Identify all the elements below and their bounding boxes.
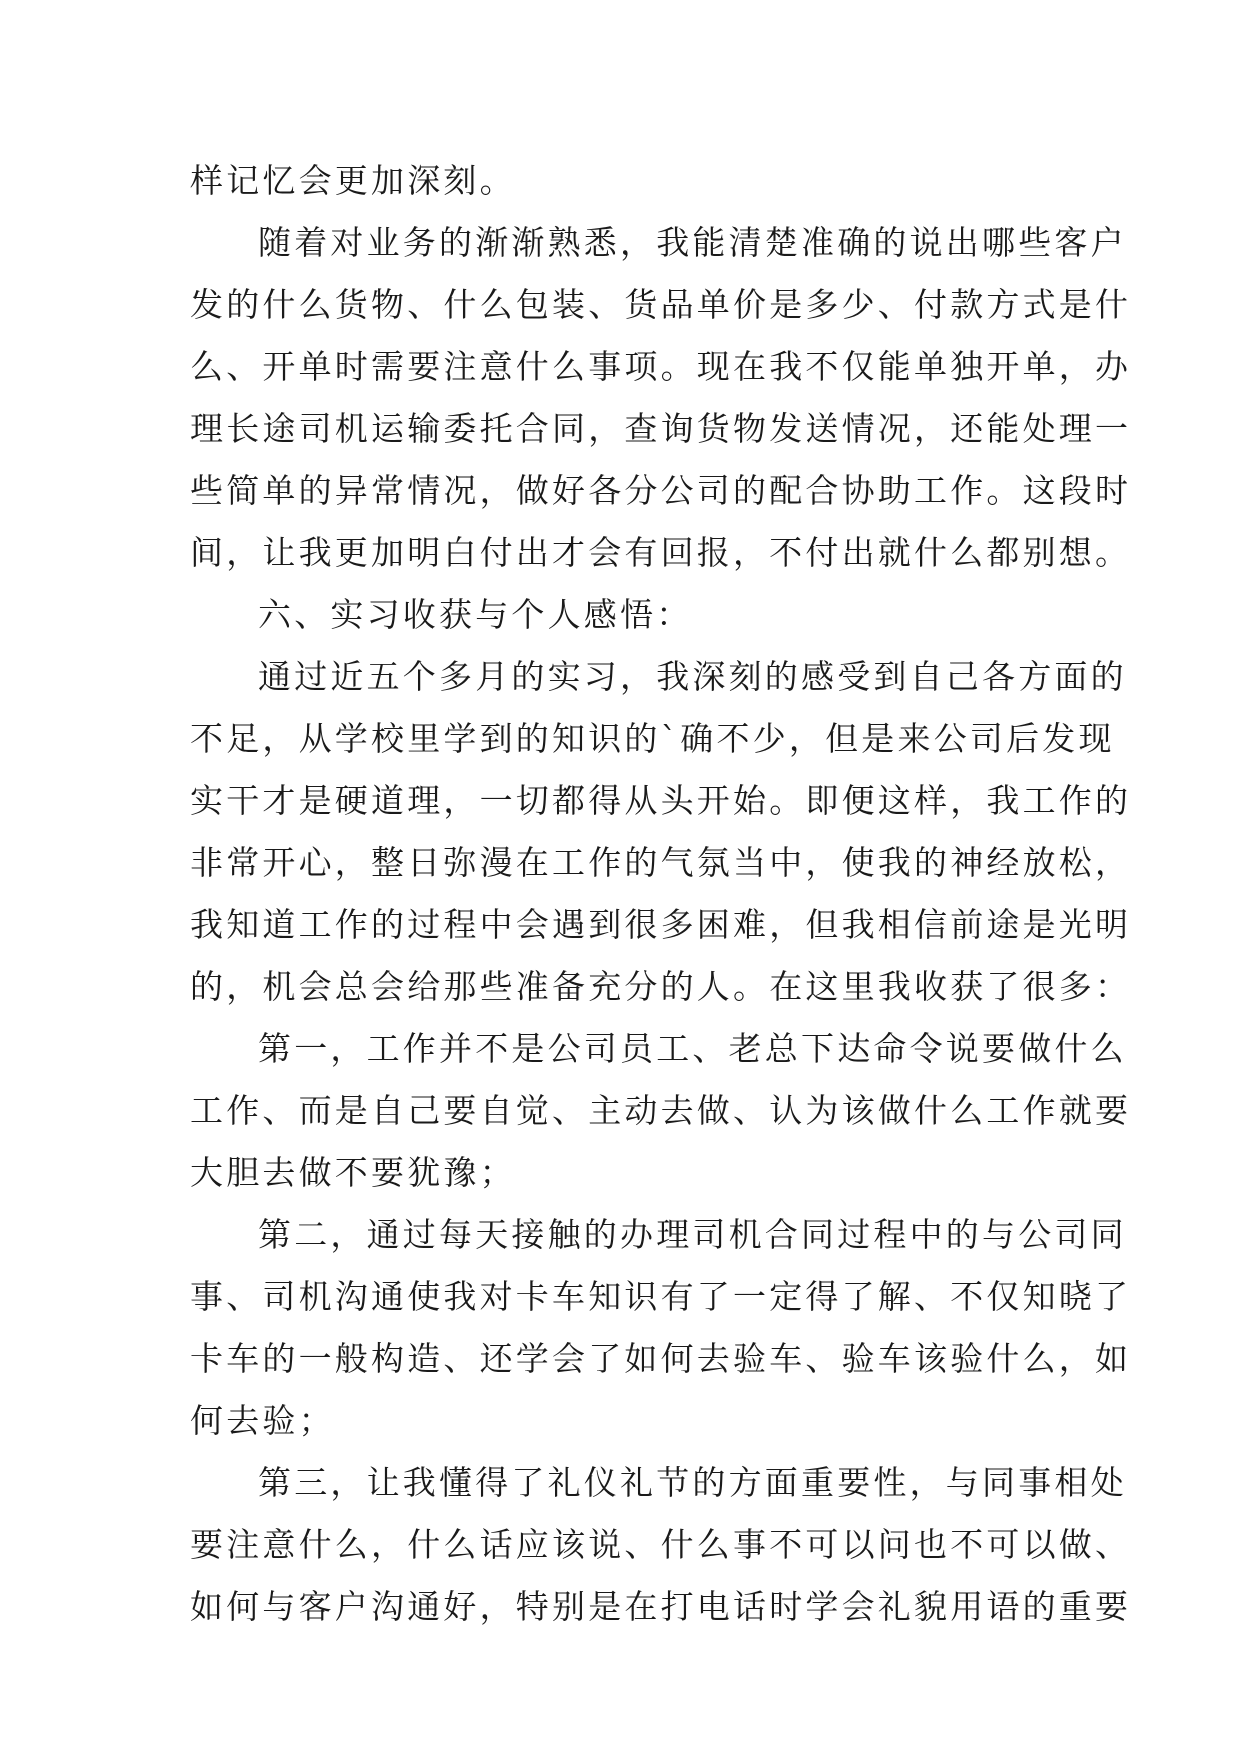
- text-line: 我知道工作的过程中会遇到很多困难，但我相信前途是光明: [190, 905, 1132, 944]
- text-line: 实干才是硬道理，一切都得从头开始。即便这样，我工作的: [190, 781, 1132, 820]
- text-line: 通过近五个多月的实习，我深刻的感受到自己各方面的: [258, 657, 1127, 696]
- text-line: 不足，从学校里学到的知识的`确不少，但是来公司后发现: [190, 719, 1115, 758]
- text-line: 些简单的异常情况，做好各分公司的配合协助工作。这段时: [190, 471, 1132, 510]
- text-line: 非常开心，整日弥漫在工作的气氛当中，使我的神经放松，: [190, 843, 1132, 882]
- text-line: 大胆去做不要犹豫；: [190, 1153, 516, 1192]
- text-line: 样记忆会更加深刻。: [190, 161, 516, 200]
- text-line: 的，机会总会给那些准备充分的人。在这里我收获了很多：: [190, 967, 1132, 1006]
- text-line: 理长途司机运输委托合同，查询货物发送情况，还能处理一: [190, 409, 1132, 448]
- text-line: 事、司机沟通使我对卡车知识有了一定得了解、不仅知晓了: [190, 1277, 1132, 1316]
- text-line: 工作、而是自己要自觉、主动去做、认为该做什么工作就要: [190, 1091, 1132, 1130]
- text-line: 随着对业务的渐渐熟悉，我能清楚准确的说出哪些客户: [258, 223, 1127, 262]
- text-line: 第一，工作并不是公司员工、老总下达命令说要做什么: [258, 1029, 1127, 1068]
- text-line: 发的什么货物、什么包装、货品单价是多少、付款方式是什: [190, 285, 1132, 324]
- text-line: 六、实习收获与个人感悟：: [258, 595, 693, 634]
- text-line: 么、开单时需要注意什么事项。现在我不仅能单独开单，办: [190, 347, 1132, 386]
- text-line: 如何与客户沟通好，特别是在打电话时学会礼貌用语的重要: [190, 1587, 1132, 1626]
- text-line: 何去验；: [190, 1401, 335, 1440]
- text-line: 要注意什么，什么话应该说、什么事不可以问也不可以做、: [190, 1525, 1132, 1564]
- text-line: 第二，通过每天接触的办理司机合同过程中的与公司同: [258, 1215, 1127, 1254]
- body-text: [190, 150, 1132, 1638]
- text-line: 第三，让我懂得了礼仪礼节的方面重要性，与同事相处: [258, 1463, 1127, 1502]
- text-line: 间，让我更加明白付出才会有回报，不付出就什么都别想。: [190, 533, 1132, 572]
- text-line: 卡车的一般构造、还学会了如何去验车、验车该验什么，如: [190, 1339, 1132, 1378]
